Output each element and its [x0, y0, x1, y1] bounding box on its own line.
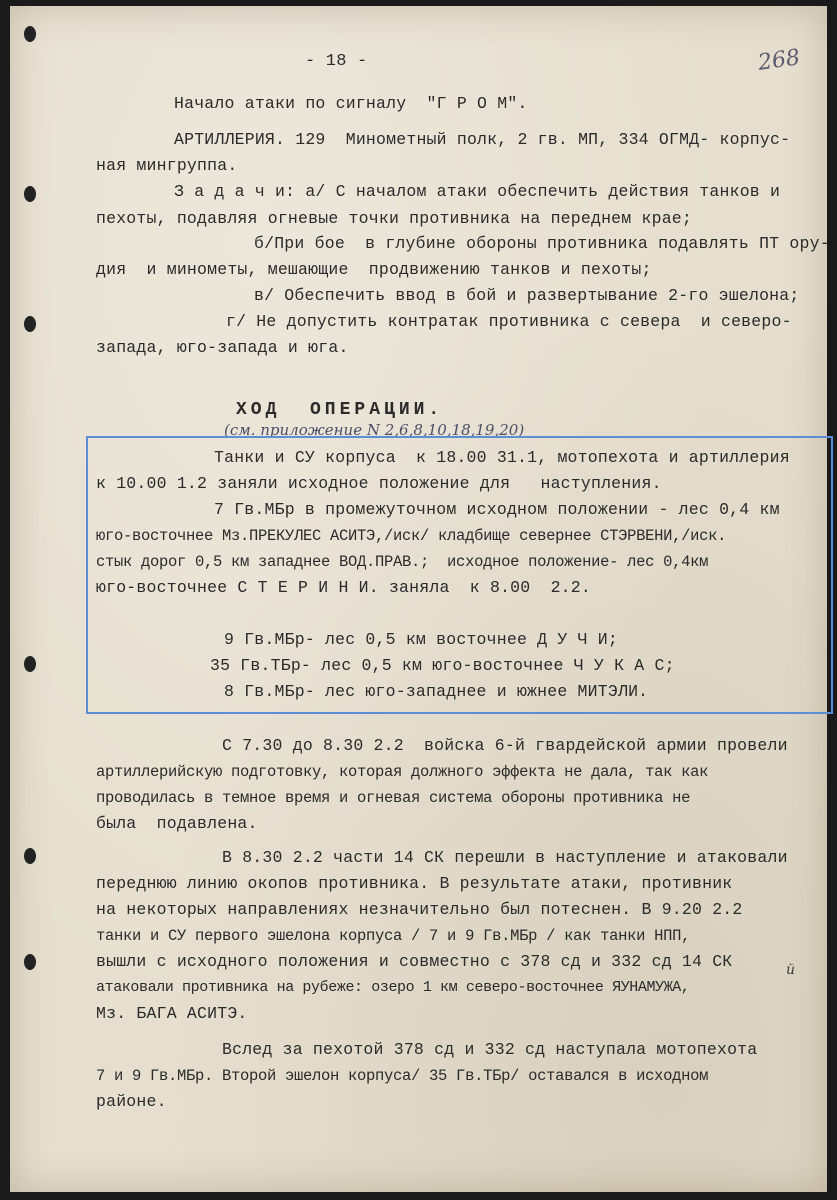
- text-line: ная мингруппа.: [96, 156, 238, 175]
- text-line: АРТИЛЛЕРИЯ. 129 Минометный полк, 2 гв. МП, 334 ОГМД- корпус-: [174, 130, 791, 149]
- text-line: стык дорог 0,5 км западнее ВОД.ПРАВ.; исходное положение- лес 0,4км: [96, 553, 709, 571]
- selection-highlight: [86, 436, 833, 714]
- text-line: артиллерийскую подготовку, которая должного эффекта не дала, так как: [96, 763, 709, 781]
- text-line: Начало атаки по сигналу "Г Р О М".: [174, 94, 528, 113]
- text-line: 9 Гв.МБр- лес 0,5 км восточнее Д У Ч И;: [224, 630, 618, 649]
- text-line: дия и минометы, мешающие продвижению танков и пехоты;: [96, 260, 652, 279]
- text-line: юго-восточнее Мз.ПРЕКУЛЕС АСИТЭ,/иск/ кладбище севернее СТЭРВЕНИ,/иск.: [96, 527, 727, 545]
- binding-hole: [24, 848, 36, 864]
- text-line: В 8.30 2.2 части 14 СК перешли в наступление и атаковали: [222, 848, 788, 867]
- text-line: 8 Гв.МБр- лес юго-западнее и южнее МИТЭЛИ.: [224, 682, 649, 701]
- page-number: - 18 -: [305, 52, 368, 71]
- text-line: переднюю линию окопов противника. В результате атаки, противник: [96, 874, 733, 893]
- text-line: на некоторых направлениях незначительно был потеснен. В 9.20 2.2: [96, 900, 743, 919]
- binding-hole: [24, 656, 36, 672]
- text-line: районе.: [96, 1092, 167, 1111]
- text-line: 7 и 9 Гв.МБр. Второй эшелон корпуса/ 35 Гв.ТБр/ оставался в исходном: [96, 1067, 709, 1085]
- text-line: вышли с исходного положения и совместно с 378 сд и 332 сд 14 СК: [96, 952, 733, 971]
- section-heading: ХОД ОПЕРАЦИИ.: [236, 400, 444, 420]
- archive-page-number: 268: [756, 45, 802, 76]
- text-line: была подавлена.: [96, 814, 258, 833]
- text-line: Танки и СУ корпуса к 18.00 31.1, мотопехота и артиллерия: [214, 448, 790, 467]
- text-line: в/ Обеспечить ввод в бой и развертывание 2-го эшелона;: [254, 286, 800, 305]
- text-line: б/При бое в глубине обороны противника подавлять ПТ ору-: [254, 234, 830, 253]
- text-line: г/ Не допустить контратак противника с севера и северо-: [226, 312, 792, 331]
- text-line: 35 Гв.ТБр- лес 0,5 км юго-восточнее Ч У К А С;: [210, 656, 675, 675]
- text-line: запада, юго-запада и юга.: [96, 338, 349, 357]
- text-line: к 10.00 1.2 заняли исходное положение для наступления.: [96, 474, 662, 493]
- margin-correction: й: [786, 962, 796, 978]
- text-line: юго-восточнее С Т Е Р И Н И. заняла к 8.00 2.2.: [96, 578, 591, 597]
- text-line: атаковали противника на рубеже: озеро 1 км северо-восточнее ЯУНАМУЖА,: [96, 979, 690, 996]
- text-line: Мз. БАГА АСИТЭ.: [96, 1004, 248, 1023]
- text-line: Вслед за пехотой 378 сд и 332 сд наступала мотопехота: [222, 1040, 758, 1059]
- binding-hole: [24, 954, 36, 970]
- text-line: проводилась в темное время и огневая система обороны противника не: [96, 789, 691, 807]
- text-line: танки и СУ первого эшелона корпуса / 7 и 9 Гв.МБр / как танки НПП,: [96, 927, 691, 945]
- binding-hole: [24, 186, 36, 202]
- text-line: С 7.30 до 8.30 2.2 войска 6-й гвардейской армии провели: [222, 736, 788, 755]
- text-line: 7 Гв.МБр в промежуточном исходном положении - лес 0,4 км: [214, 500, 780, 519]
- text-line: З а д а ч и: а/ С началом атаки обеспечить действия танков и: [174, 182, 781, 201]
- binding-hole: [24, 316, 36, 332]
- binding-hole: [24, 26, 36, 42]
- text-line: пехоты, подавляя огневые точки противника на переднем крае;: [96, 209, 692, 228]
- handwritten-reference: (см. приложение N 2,6,8,10,18,19,20): [224, 421, 525, 439]
